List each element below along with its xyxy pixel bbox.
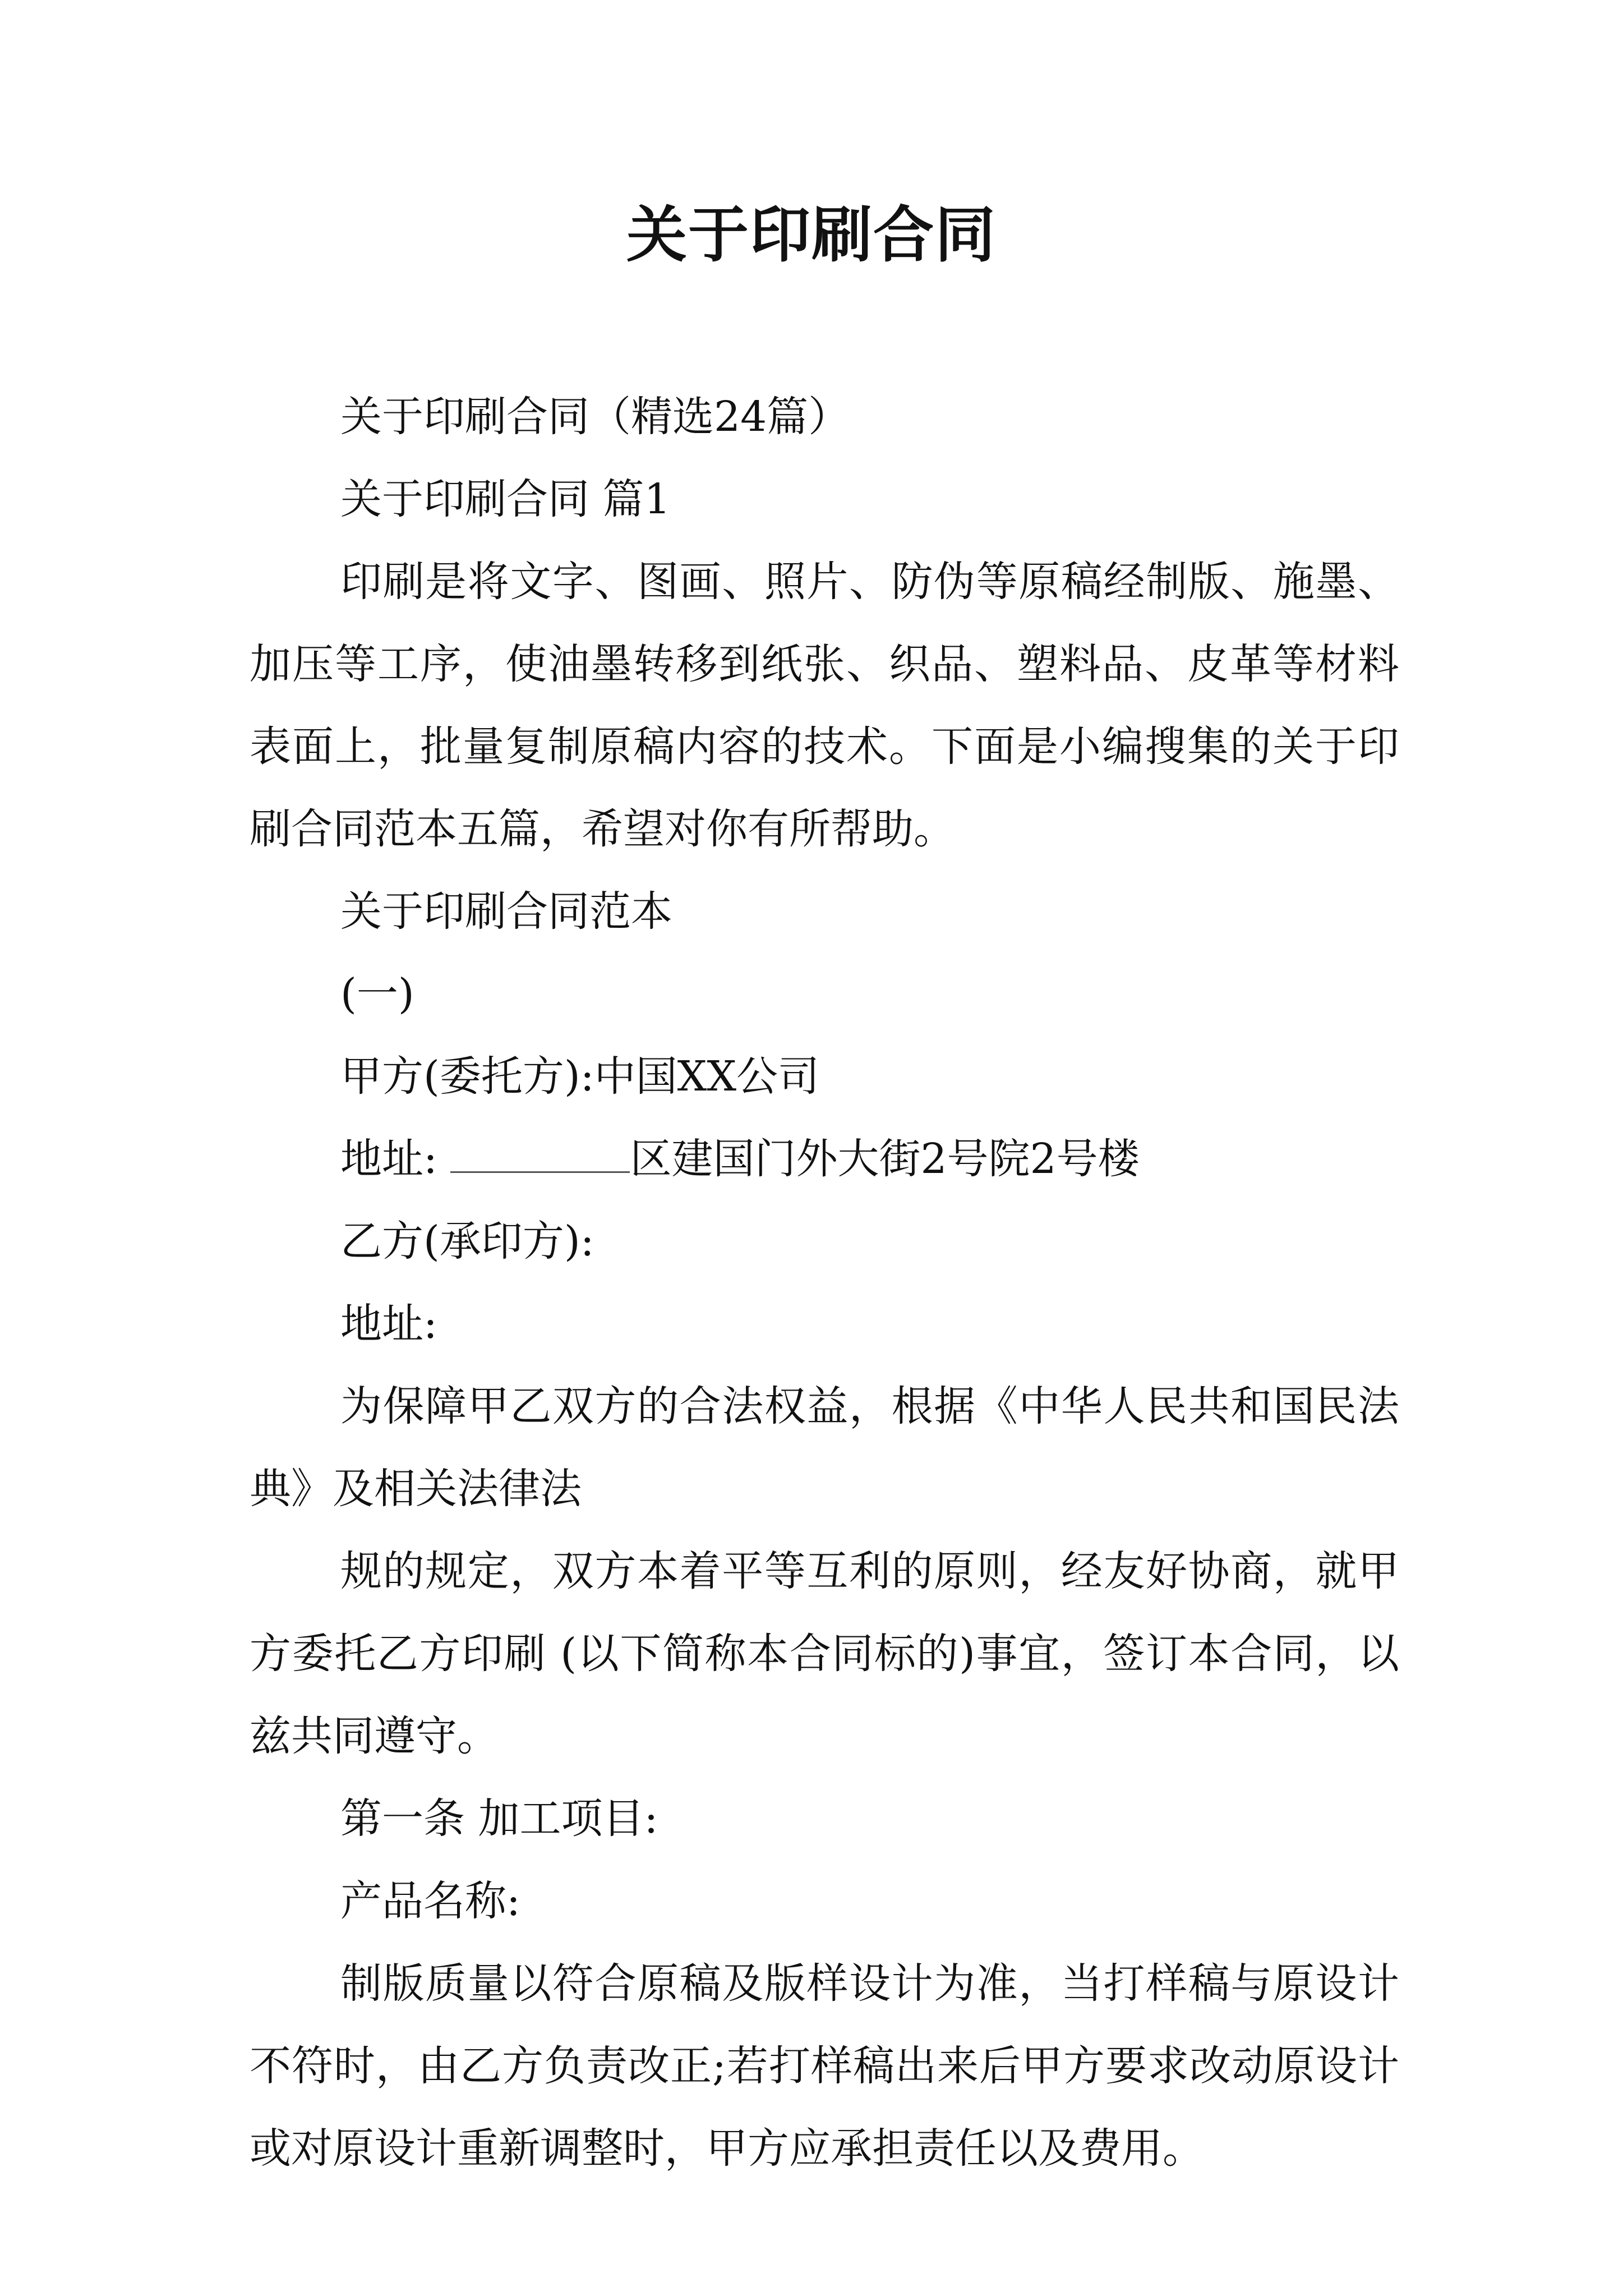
paragraph-principle: 规的规定，双方本着平等互利的原则，经友好协商，就甲方委托乙方印刷 (以下简称本合同标的)事宜，签订本合同，以兹共同遵守。 <box>250 1547 1399 1760</box>
paragraph-template-heading: 关于印刷合同范本 <box>340 887 672 936</box>
paragraph-address-b: 地址: <box>340 1300 437 1348</box>
address-text: 区建国门外大街2号院2号楼 <box>630 1135 1140 1183</box>
paragraph-subtitle: 关于印刷合同（精选24篇） <box>340 393 850 441</box>
paragraph-article-one: 第一条 加工项目: <box>340 1795 658 1843</box>
paragraph-section-heading: 关于印刷合同 篇1 <box>340 475 671 523</box>
paragraph-address-a <box>250 1118 1399 1200</box>
paragraph-legal-basis: 为保障甲乙双方的合法权益，根据《中华人民共和国民法典》及相关法律法 <box>250 1382 1399 1513</box>
paragraph-part-number: (一) <box>340 970 414 1018</box>
address-blank-line <box>450 1138 630 1173</box>
paragraph-plate-quality: 制版质量以符合原稿及版样设计为准，当打样稿与原设计不符时，由乙方负责改正;若打样稿出来后甲方要求改动原设计或对原设计重新调整时，甲方应承担责任以及费用。 <box>250 1959 1399 2173</box>
paragraph-party-b: 乙方(承印方): <box>340 1217 594 1266</box>
paragraph-product-name: 产品名称: <box>340 1877 520 1925</box>
document-title: 关于印刷合同 <box>626 200 997 270</box>
address-label: 地址: <box>340 1135 437 1183</box>
paragraph-party-a: 甲方(委托方):中国XX公司 <box>340 1052 820 1101</box>
document-body <box>250 376 1399 2190</box>
paragraph-intro: 印刷是将文字、图画、照片、防伪等原稿经制版、施墨、加压等工序，使油墨转移到纸张、织品、塑料品、皮革等材料表面上，批量复制原稿内容的技术。下面是小编搜集的关于印刷合同范本五篇，希望对你有所帮助。 <box>250 558 1399 853</box>
